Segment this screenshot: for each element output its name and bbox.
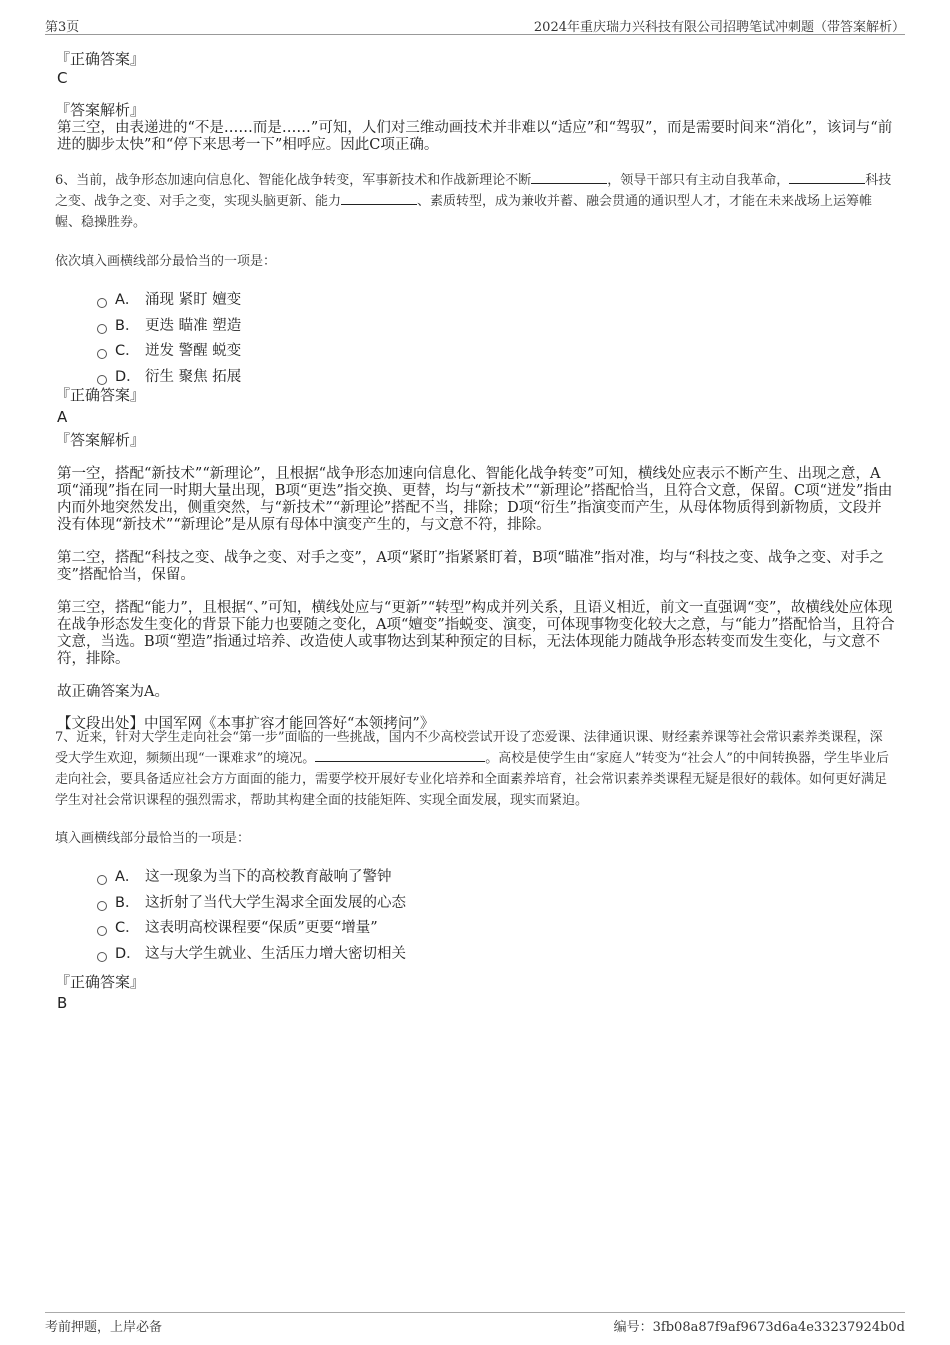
analysis-text: 第三空，由表递进的“不是……而是……”可知，人们对三维动画技术并非难以“适应”和“驾驭”，而是需要时间来“消化”，该词与“前进的脚步太快”和“停下来思考一下”相呼应。因此C项正确。 <box>57 120 893 153</box>
option-b[interactable] <box>97 314 895 340</box>
option-letter: B． <box>115 317 140 334</box>
option-letter: A． <box>115 292 140 308</box>
radio-icon[interactable] <box>97 926 107 936</box>
option-a[interactable] <box>97 288 895 314</box>
page-footer <box>45 1312 905 1335</box>
document-title: 2024年重庆瑞力兴科技有限公司招聘笔试冲刺题（带答案解析） <box>533 20 905 35</box>
radio-icon[interactable] <box>97 901 107 911</box>
option-c[interactable] <box>97 916 895 942</box>
fill-blank <box>789 171 865 184</box>
radio-icon[interactable] <box>97 952 107 962</box>
option-list <box>55 865 895 967</box>
analysis-conclusion: 故正确答案为A。 <box>57 684 169 700</box>
question-6-answer <box>55 386 895 733</box>
radio-icon[interactable] <box>97 875 107 885</box>
radio-icon[interactable] <box>97 375 107 385</box>
analysis-paragraph: 第三空，搭配“能力”，且根据“、”可知，横线处应与“更新”“转型”构成并列关系，且语义相近，前文一直强调“变”，故横线处应体现在战争形态发生变化的背景下能力也要随之变化，A项“嬗变”指蜕变、演变，可体现事物变化较大之意，与“能力”搭配恰当，且符合文意，当选。B项“塑造”指通过培养、改造使人或事物达到某种预定的目标，无法体现能力随战争形态转变而发生变化，与文意不符，排除。 <box>57 600 895 667</box>
option-letter: D． <box>115 945 141 962</box>
page-header <box>45 14 905 35</box>
radio-icon[interactable] <box>97 298 107 308</box>
answer-label: 『正确答案』 <box>55 386 146 404</box>
stem-part: 。高校是使学生由“家庭人”转变为“社会人”的中间转换器，学生毕业后走向社会，要具备适应社会方方面面的能力，需要学校开展好专业化培养和全面素养培育，社会常识素养类课程无疑是很好的载体。如何更好满足学生对社会常识课程的强烈需求，帮助其构建全面的技能矩阵、实现全面发展，现实而紧迫。 <box>55 751 889 808</box>
option-list <box>55 288 895 390</box>
question-6 <box>55 170 895 390</box>
question-prompt: 填入画横线部分最恰当的一项是： <box>55 831 251 846</box>
option-text: 迸发 警醒 蜕变 <box>145 343 242 359</box>
option-b[interactable] <box>97 891 895 917</box>
analysis-label: 『答案解析』 <box>55 101 146 119</box>
option-d[interactable] <box>97 942 895 968</box>
option-text: 涌现 紧盯 嬗变 <box>145 292 242 308</box>
option-text: 这表明高校课程要“保质”更要“增量” <box>145 920 378 936</box>
analysis-paragraph: 第二空，搭配“科技之变、战争之变、对手之变”，A项“紧盯”指紧紧盯着，B项“瞄准”指对准，均与“科技之变、战争之变、对手之变”搭配恰当，保留。 <box>57 550 885 583</box>
option-text: 这一现象为当下的高校教育敲响了警钟 <box>145 869 392 885</box>
option-text: 这与大学生就业、生活压力增大密切相关 <box>145 945 406 962</box>
radio-icon[interactable] <box>97 349 107 359</box>
answer-label: 『正确答案』 <box>55 973 146 991</box>
stem-part: ，领导干部只有主动自我革命， <box>607 173 790 188</box>
question-7 <box>55 727 895 1013</box>
stem-part: 6、当前，战争形态加速向信息化、智能化战争转变，军事新技术和作战新理论不断 <box>55 173 532 188</box>
fill-blank <box>531 171 607 184</box>
answer-value: A <box>57 408 68 426</box>
page-number: 第3页 <box>45 20 80 35</box>
stem-part: 科技之变、战争之变、对手之变，实现头脑更新、能力 <box>55 173 892 209</box>
option-letter: B． <box>115 894 140 911</box>
option-text: 更迭 瞄准 塑造 <box>145 317 242 334</box>
fill-blank <box>341 192 417 205</box>
stem-part: 、素质转型，成为兼收并蓄、融会贯通的通识型人才，才能在未来战场上运筹帷幄、稳操胜券。 <box>55 194 873 230</box>
option-text: 衍生 聚焦 拓展 <box>145 368 242 385</box>
option-letter: C． <box>115 920 140 936</box>
analysis-label: 『答案解析』 <box>55 431 146 449</box>
fill-blank <box>315 749 485 762</box>
answer-label: 『正确答案』 <box>55 50 146 68</box>
option-text: 这折射了当代大学生渴求全面发展的心态 <box>145 894 406 911</box>
footer-slogan: 考前押题，上岸必备 <box>45 1320 163 1335</box>
option-c[interactable] <box>97 339 895 365</box>
source-citation: 【文段出处】中国军网《本事扩容才能回答好“本领拷问”》 <box>57 716 435 732</box>
option-letter: C． <box>115 343 140 359</box>
document-code: 编号：3fb08a87f9af9673d6a4e33237924b0d <box>613 1320 905 1335</box>
question-stem <box>55 727 895 811</box>
option-letter: D． <box>115 368 141 385</box>
question-5-tail <box>55 50 895 154</box>
question-prompt: 依次填入画横线部分最恰当的一项是： <box>55 254 277 269</box>
option-letter: A． <box>115 869 140 885</box>
analysis-paragraph: 第一空，搭配“新技术”“新理论”，且根据“战争形态加速向信息化、智能化战争转变”可知，横线处应表示不断产生、出现之意，A项“涌现”指在同一时期大量出现，B项“更迭”指交换、更替，均与“新技术”“新理论”搭配恰当，且符合文意，保留。C项“迸发”指由内而外地突然发出，侧重突然，与“新技术”“新理论”搭配不当，排除；D项“衍生”指演变而产生，从母体物质得到新物质，文段并没有体现“新技术”“新理论”是从原有母体中演变产生的，与文意不符，排除。 <box>57 466 893 533</box>
question-stem <box>55 170 895 233</box>
stem-part: 7、近来，针对大学生走向社会“第一步”面临的一些挑战，国内不少高校尝试开设了恋爱课、法律通识课、财经素养课等社会常识素养类课程，深受大学生欢迎，频频出现“一课难求”的境况。 <box>55 730 883 766</box>
option-a[interactable] <box>97 865 895 891</box>
radio-icon[interactable] <box>97 324 107 334</box>
answer-value: C <box>57 69 68 87</box>
answer-value: B <box>57 994 68 1012</box>
